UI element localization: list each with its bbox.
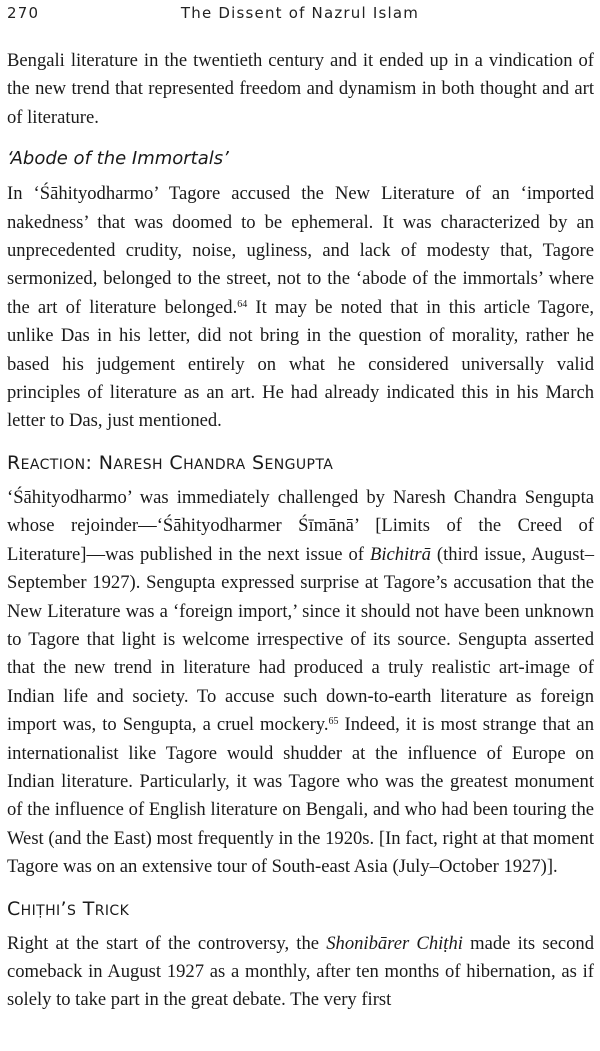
page-number: 270 [7,4,40,22]
paragraph-sahityodharmo [7,180,594,436]
paragraph-text: Indeed, it is most strange that an internationalist like Tagore would shudder at the influence of Europe on Indian literature. Particularly, it was Tagore who was the greatest monument of the influence of English literature on Bengali, and who had been touring the West (and the East) most frequently in the 1920s. [In fact, right at that moment Tagore was on an extensive tour of South-east Asia (July–October 1927)]. [7,714,594,878]
section-heading-reaction: REACTION: NARESH CHANDRA SENGUPTA [7,451,334,474]
footnote-ref-65: 65 [328,716,339,728]
paragraph-text: In ‘Śāhityodharmo’ Tagore accused the New Literature of an ‘imported nakedness’ that was doomed to be ephemeral. It was characterized by an unprecedented crudity, noise, ugliness, and lack of modesty that, Tagore sermonized, belonged to the street, not to the ‘abode of the immortals’ where the art of literature belonged. [7,183,594,318]
section-heading-abode: ‘Abode of the Immortals’ [7,148,229,170]
page-body [7,47,594,1015]
book-title: The Dissent of Nazrul Islam [180,4,420,22]
paragraph-text: ‘Śāhityodharmo’ was immediately challenged by Naresh Chandra Sengupta whose rejoinder—‘Śāhityodharmer Śīmānā’ [Limits of the Creed of Literature]—was published in the next issue of [7,486,594,565]
paragraph-text: (third issue, August–September 1927). Sengupta expressed surprise at Tagore’s accusation that the New Literature was a ‘foreign import,’ since it should not have been unknown to Tagore that light is welcome irrespective of its source. Sengupta asserted that the new trend in literature had produced a truly realistic art-image of Indian life and society. To accuse such down-to-earth literature as foreign import was, to Sengupta, a cruel mockery. [7,543,594,736]
paragraph-text: Right at the start of the controversy, the [7,932,327,954]
running-head [0,4,600,26]
section-heading-chithi: CHIṬHI’S TRICK [7,897,130,920]
paragraph-text: made its second comeback in August 1927 as a monthly, after ten months of hibernation, as if solely to take part in the great debate. The very first [7,932,594,1011]
opening-paragraph: Bengali literature in the twentieth century and it ended up in a vindication of the new trend that represented freedom and dynamism in both thought and art of literature. [7,50,594,128]
journal-title: Shonibārer Chiṭhi [326,932,463,954]
paragraph-chithi [7,930,594,1015]
journal-title: Bichitrā [369,543,431,565]
paragraph-sengupta [7,484,594,882]
footnote-ref-64: 64 [237,298,248,310]
paragraph-text: It may be noted that in this article Tagore, unlike Das in his letter, did not bring in the question of morality, rather he based his judgement entirely on what he considered universally valid principles of literature as an art. He had already indicated this in his March letter to Das, just mentioned. [7,296,594,432]
